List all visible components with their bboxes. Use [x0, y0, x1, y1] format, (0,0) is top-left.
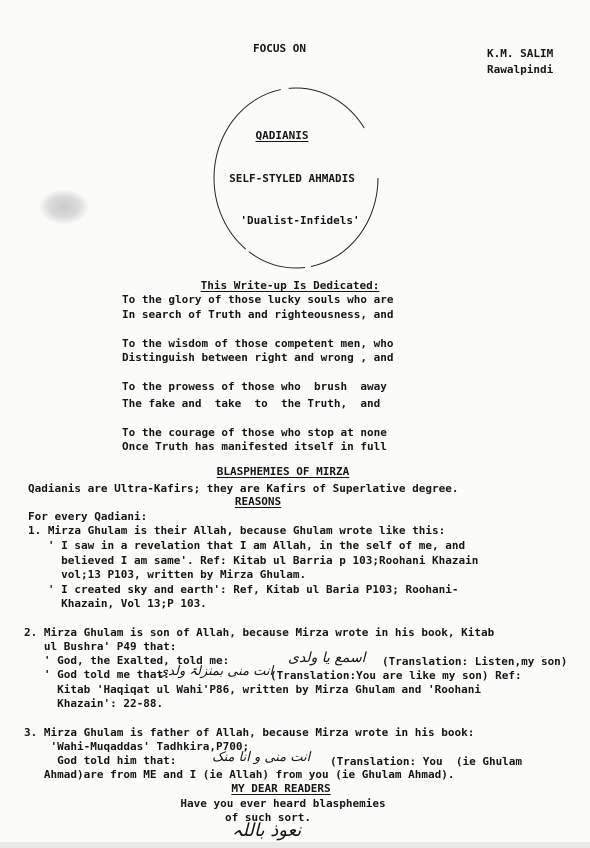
dedication-line: Distinguish between right and wrong , and: [122, 351, 394, 364]
reason-line: Khazain, Vol 13;P 103.: [28, 597, 207, 610]
emblem-title: QADIANIS: [255, 129, 309, 142]
reason-line: ' God told me that:: [24, 668, 170, 681]
reason-line: 3. Mirza Ghulam is father of Allah, because Mirza wrote in his book:: [24, 726, 475, 739]
closing-heading: MY DEAR READERS: [231, 782, 331, 795]
emblem-subtitle: SELF-STYLED AHMADIS: [229, 172, 355, 185]
author-name: K.M. SALIM: [487, 47, 554, 60]
blasphemies-heading: BLASPHEMIES OF MIRZA: [216, 465, 350, 478]
reason-line: ul Bushra' P49 that:: [24, 640, 177, 653]
dedication-line: To the courage of those who stop at none: [122, 426, 387, 439]
dedication-line: In search of Truth and righteousness, and: [122, 308, 394, 321]
page-bottom-edge: [0, 842, 590, 848]
emblem-tagline: 'Dualist-Infidels': [240, 214, 360, 227]
dedication-line: Once Truth has manifested itself in full: [122, 440, 387, 453]
closing-line: of such sort.: [224, 811, 312, 824]
dedication-line: To the glory of those lucky souls who are: [122, 293, 394, 306]
reason-line: God told him that:: [24, 754, 177, 767]
reason-line: vol;13 P103, written by Mirza Ghulam.: [28, 568, 307, 581]
reason-line: Kitab 'Haqiqat ul Wahi'P86, written by Mirza Ghulam and 'Roohani: [24, 683, 481, 696]
closing-line: Have you ever heard blasphemies: [180, 797, 386, 810]
reason-line: 2. Mirza Ghulam is son of Allah, because Mirza wrote in his book, Kitab: [24, 626, 495, 639]
focus-on-label: FOCUS ON: [253, 42, 306, 55]
reason-line: believed I am same'. Ref: Kitab ul Barria p 103;Roohani Khazain: [28, 554, 479, 567]
arabic-quote: انت منی بمنزلۃ ولدی: [158, 664, 274, 679]
reason-line: 'Wahi-Muqaddas' Tadhkira,P700;: [24, 740, 250, 753]
reason-line: Ahmad)are from ME and I (ie Allah) from you (ie Ghulam Ahmad).: [24, 768, 455, 781]
dedication-line: To the prowess of those who brush away: [122, 380, 387, 393]
reason-line: ' God, the Exalted, told me:: [24, 654, 230, 667]
dedication-line: To the wisdom of those competent men, who: [122, 337, 394, 350]
handwritten-signature: نعوذ باللہ: [232, 820, 302, 841]
reason-line: ' I created sky and earth': Ref, Kitab ul Baria P103; Roohani-: [28, 583, 459, 596]
reasons-heading: REASONS: [234, 495, 282, 508]
translation-text: (Translation: You (ie Ghulam: [330, 755, 523, 768]
arabic-quote: اسمع یا ولدی: [288, 650, 366, 666]
blasphemies-intro: Qadianis are Ultra-Kafirs; they are Kafirs of Superlative degree.: [28, 482, 459, 495]
arabic-quote: انت منی و انا منک: [212, 750, 311, 765]
for-every-label: For every Qadiani:: [28, 510, 148, 523]
author-city: Rawalpindi: [487, 63, 554, 76]
dedication-heading: This Write-up Is Dedicated:: [200, 279, 380, 292]
reason-line: ' I saw in a revelation that I am Allah, in the self of me, and: [28, 539, 466, 552]
translation-text: (Translation: Listen,my son): [382, 655, 568, 668]
reason-line: Khazain': 22-88.: [24, 697, 164, 710]
emblem-circle: [0, 0, 590, 300]
reason-line: 1. Mirza Ghulam is their Allah, because Ghulam wrote like this:: [28, 524, 446, 537]
dedication-line: The fake and take to the Truth, and: [122, 397, 381, 410]
translation-text: (Translation:You are like my son) Ref:: [270, 669, 522, 682]
